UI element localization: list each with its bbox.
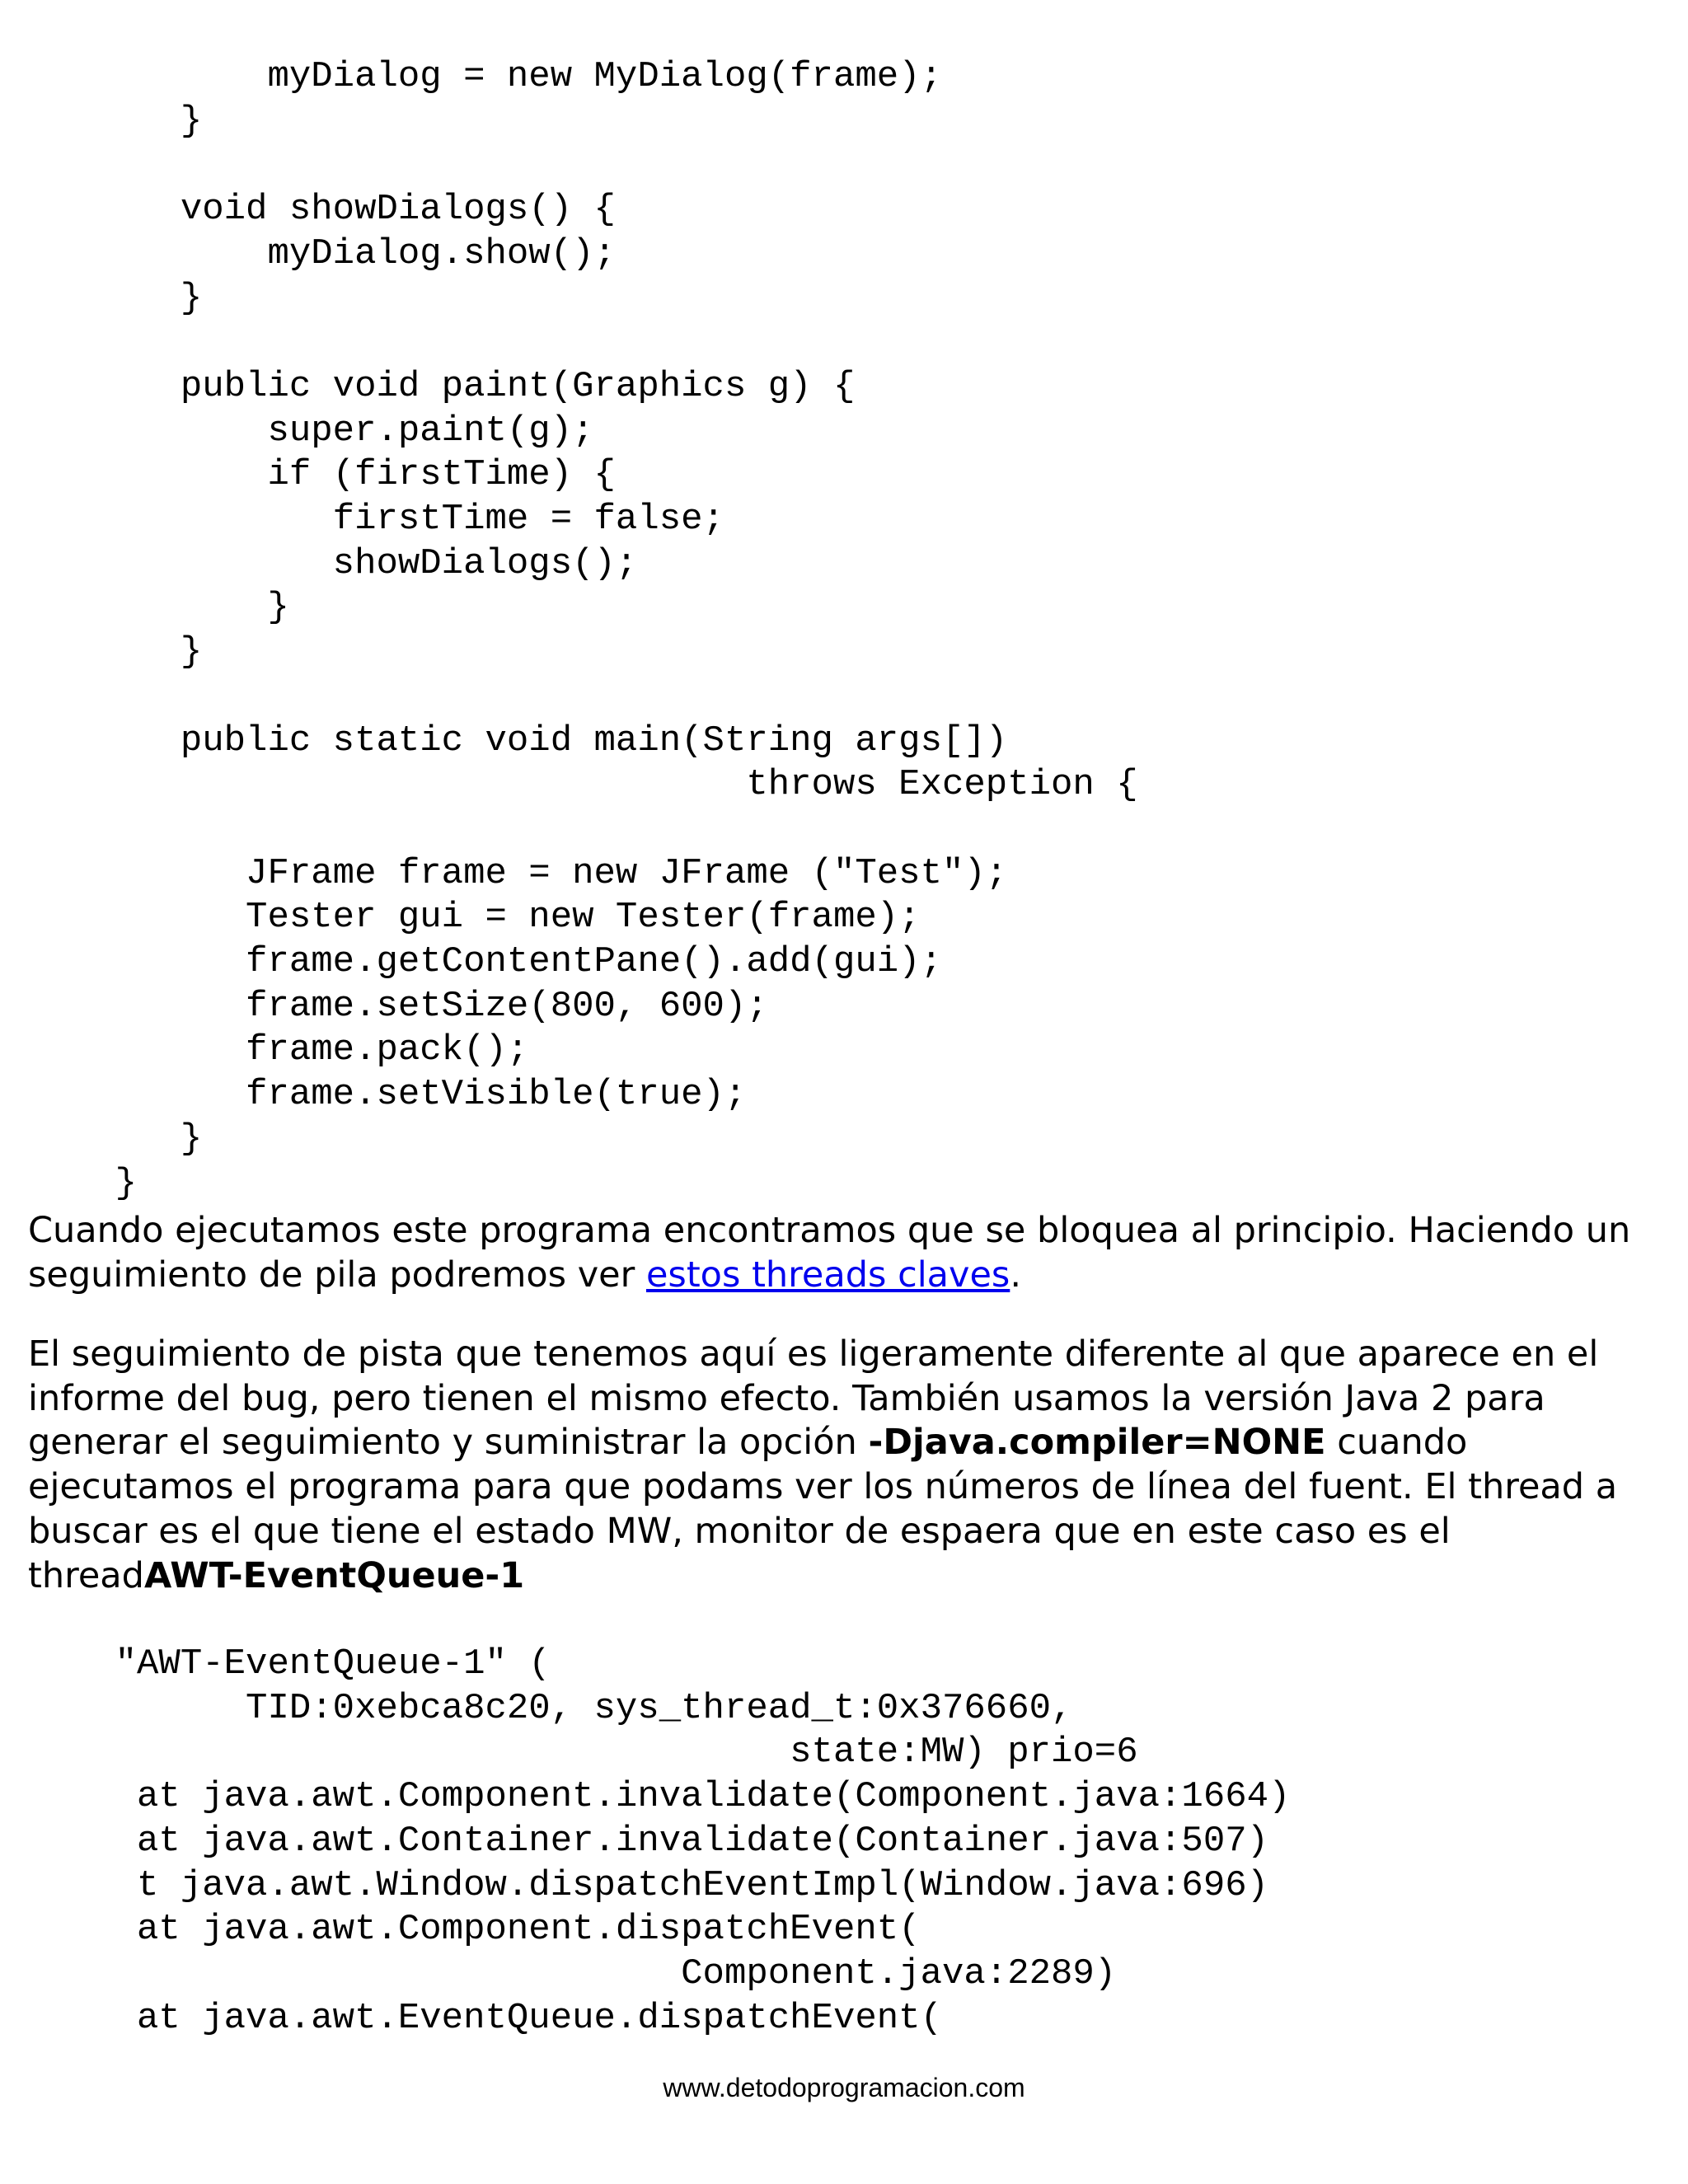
paragraph-program-blocks	[28, 1209, 1668, 1297]
code-line: TID:0xebca8c20, sys_thread_t:0x376660,	[28, 1687, 1073, 1729]
code-line: Component.java:2289)	[28, 1952, 1117, 1994]
code-line: at java.awt.Component.invalidate(Component.java:1664)	[28, 1776, 1291, 1818]
code-line: myDialog = new MyDialog(frame);	[28, 56, 942, 97]
paragraph-stack-trace-explanation	[28, 1333, 1668, 1598]
paragraph-2-text-2: cuando ejecutamos el programa para que podams ver los números de línea del fuent. El thread a buscar es el que tiene el estado MW, monitor de espaera que en este caso es el thread	[28, 1422, 1618, 1596]
code-line: state:MW) prio=6	[28, 1732, 1138, 1774]
code-line: if (firstTime) {	[28, 454, 616, 496]
code-line: }	[28, 1162, 138, 1204]
code-line: }	[28, 631, 203, 673]
code-line: firstTime = false;	[28, 499, 724, 541]
link-estos-threads-claves[interactable]: estos threads claves	[645, 1254, 1010, 1296]
paragraph-1-text: Cuando ejecutamos este programa encontramos que se bloquea al principio. Haciendo un seguimiento de pila podremos ver	[28, 1210, 1631, 1296]
code-line: }	[28, 1118, 203, 1160]
code-line: showDialogs();	[28, 542, 638, 584]
code-line: at java.awt.Component.dispatchEvent(	[28, 1909, 921, 1951]
code-line: public void paint(Graphics g) {	[28, 365, 856, 407]
code-line: frame.getContentPane().add(gui);	[28, 941, 942, 983]
paragraph-1-end: .	[1010, 1254, 1021, 1296]
code-line: JFrame frame = new JFrame ("Test");	[28, 852, 1008, 894]
code-block-stack-trace	[28, 1643, 1290, 2041]
code-line: at java.awt.EventQueue.dispatchEvent(	[28, 1997, 942, 2039]
code-block-tester-class	[28, 55, 1138, 1206]
code-line: frame.pack();	[28, 1029, 529, 1071]
code-line: frame.setSize(800, 600);	[28, 985, 768, 1027]
code-line: }	[28, 100, 203, 142]
compiler-option-bold: -Djava.compiler=NONE	[868, 1422, 1326, 1464]
code-line: t java.awt.Window.dispatchEventImpl(Window.java:696)	[28, 1864, 1269, 1906]
page-footer-url: www.detodoprogramacion.com	[663, 2073, 1025, 2102]
code-line: Tester gui = new Tester(frame);	[28, 897, 921, 939]
code-line: myDialog.show();	[28, 232, 616, 274]
code-line: void showDialogs() {	[28, 189, 616, 231]
code-line: "AWT-EventQueue-1" (	[28, 1643, 551, 1685]
code-line: public static void main(String args[])	[28, 719, 1008, 762]
paragraph-2-text-1: El seguimiento de pista que tenemos aquí es ligeramente diferente al que aparece en el informe del bug, pero tienen el mismo efecto. También usamos la versión Java 2 para generar el seguimiento y suministrar la opción	[28, 1333, 1599, 1464]
thread-name-bold: AWT-EventQueue-1	[143, 1554, 525, 1596]
code-line: at java.awt.Container.invalidate(Container.java:507)	[28, 1820, 1269, 1862]
code-line: frame.setVisible(true);	[28, 1074, 747, 1116]
code-line: }	[28, 587, 289, 629]
code-line: }	[28, 277, 203, 319]
code-line: super.paint(g);	[28, 410, 594, 452]
code-line: throws Exception {	[28, 764, 1138, 806]
